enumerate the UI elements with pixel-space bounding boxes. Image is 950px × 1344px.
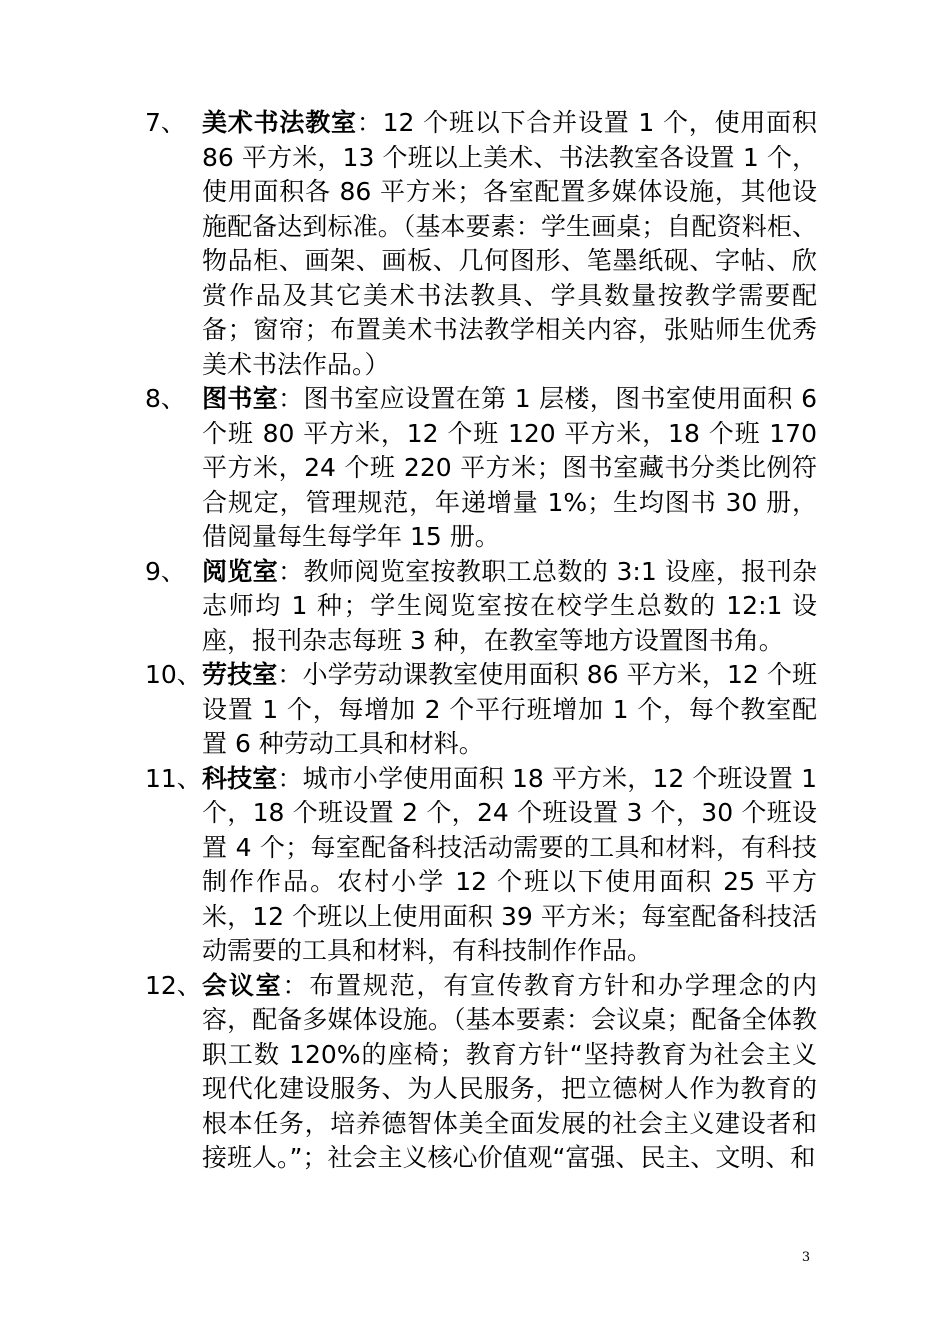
- item-body: [202, 106, 817, 382]
- item-text: ：城市小学使用面积 18 平方米，12 个班设置 1 个，18 个班设置 2 个，24 个班设置 3 个，30 个班设置 4 个；每室配备科技活动需要的工具和材料，有科技制作作品。农村小学 12 个班以下使用面积 25 平方米，12 个班以上使用面积 39 平方米；每室配备科技活动需要的工具和材料，有科技制作作品。: [202, 763, 817, 965]
- item-number: 7、: [145, 108, 186, 137]
- item-text: ：图书室应设置在第 1 层楼，图书室使用面积 6 个班 80 平方米，12 个班 120 平方米，18 个班 170 平方米，24 个班 220 平方米；图书室藏书分类比例符合规定，管理规范，年递增量 1%；生均图书 30 册，借阅量每生每学年 15 册。: [202, 384, 817, 551]
- item-body: [202, 762, 817, 969]
- item-text: ：布置规范，有宣传教育方针和办学理念的内容，配备多媒体设施。（基本要素：会议桌；配备全体教职工数 120%的座椅；教育方针“坚持教育为社会主义现代化建设服务、为人民服务，把立德树人作为教育的根本任务，培养德智体美全面发展的社会主义建设者和接班人。”；社会主义核心价值观“富强、民主、文明、和: [202, 970, 817, 1172]
- list-item-10: [145, 658, 817, 762]
- item-number: 9、: [145, 556, 186, 586]
- document-body: [145, 106, 817, 1176]
- item-body: [202, 969, 817, 1176]
- item-body: [202, 658, 817, 762]
- list-item-8: [145, 382, 817, 555]
- item-number: 11、: [145, 763, 202, 793]
- item-text: ：教师阅览室按教职工总数的 3:1 设座，报刊杂志师均 1 种；学生阅览室按在校学生总数的 12:1 设座，报刊杂志每班 3 种，在教室等地方设置图书角。: [202, 556, 817, 655]
- list-item-7: [145, 106, 817, 382]
- item-term: 图书室: [202, 384, 279, 413]
- item-term: 劳技室: [202, 660, 278, 689]
- item-term: 会议室: [202, 970, 283, 1000]
- item-body: [202, 555, 817, 659]
- item-body: [202, 382, 817, 555]
- list-item-11: [145, 762, 817, 969]
- page-number: 3: [801, 1250, 811, 1265]
- item-number: 12、: [145, 970, 202, 1000]
- list-item-12: [145, 969, 817, 1176]
- item-text: ：12 个班以下合并设置 1 个，使用面积 86 平方米，13 个班以上美术、书法教室各设置 1 个，使用面积各 86 平方米；各室配置多媒体设施，其他设施配备达到标准。（基本要素：学生画桌；自配资料柜、物品柜、画架、画板、几何图形、笔墨纸砚、字帖、欣赏作品及其它美术书法教具、学具数量按教学需要配备；窗帘；布置美术书法教学相关内容，张贴师生优秀美术书法作品。）: [202, 108, 817, 379]
- item-term: 阅览室: [202, 556, 279, 586]
- item-number: 8、: [145, 384, 186, 413]
- list-item-9: [145, 555, 817, 659]
- item-term: 美术书法教室: [202, 108, 357, 137]
- item-text: ：小学劳动课教室使用面积 86 平方米，12 个班设置 1 个，每增加 2 个平行班增加 1 个，每个教室配置 6 种劳动工具和材料。: [202, 660, 817, 758]
- item-number: 10、: [145, 660, 202, 689]
- item-term: 科技室: [202, 763, 278, 793]
